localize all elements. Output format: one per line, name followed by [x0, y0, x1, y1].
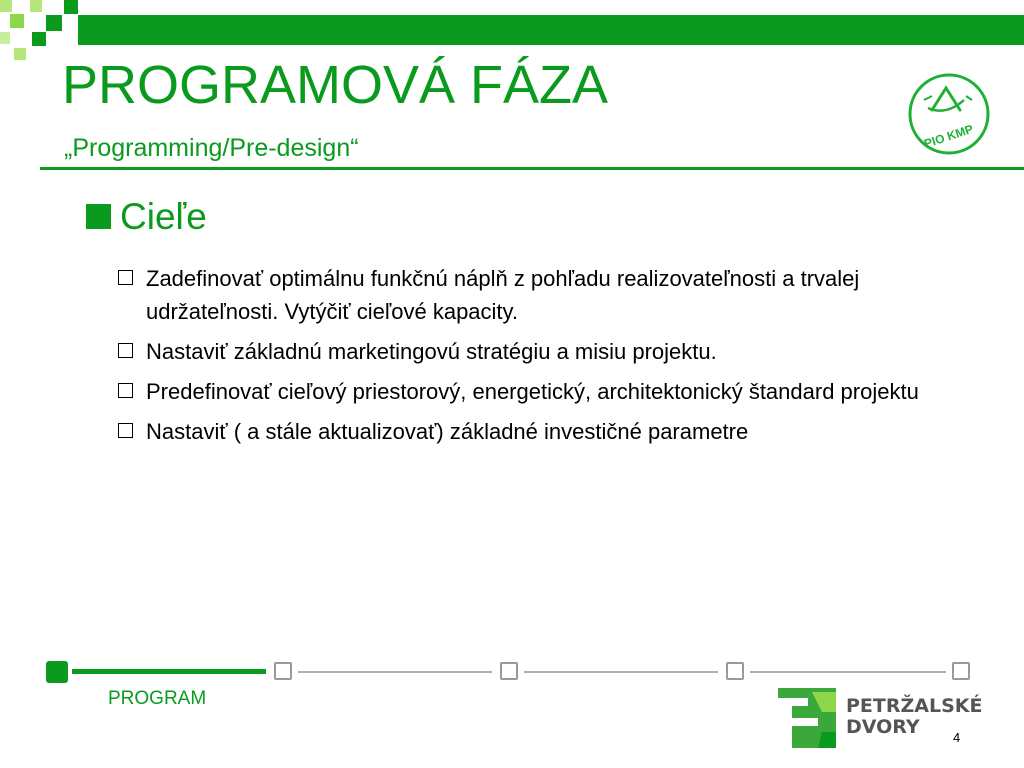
brand-name-line1: PETRŽALSKÉ: [846, 695, 983, 717]
corner-square-green: [32, 32, 46, 46]
goals-list: [116, 262, 996, 455]
brand-mark-icon: [778, 688, 836, 748]
timeline-node: [952, 662, 970, 680]
list-item: [116, 335, 996, 368]
slide-subtitle: „Programming/Pre-design“: [64, 134, 359, 162]
slide-title: PROGRAMOVÁ FÁZA: [62, 55, 609, 115]
list-item-text: Nastaviť základnú marketingovú stratégiu a misiu projektu.: [146, 339, 717, 364]
list-item-text: Predefinovať cieľový priestorový, energetický, architektonický štandard projektu: [146, 379, 919, 404]
checkbox-bullet-icon: [118, 343, 133, 358]
timeline-node: [500, 662, 518, 680]
timeline-node: [274, 662, 292, 680]
checkbox-bullet-icon: [118, 423, 133, 438]
petrzalske-dvory-logo: [778, 688, 982, 748]
timeline-connector: [524, 671, 718, 673]
checkbox-bullet-icon: [118, 270, 133, 285]
phase-timeline: [0, 652, 1024, 692]
pio-kmp-logo: [902, 70, 998, 156]
corner-square-light: [10, 14, 24, 28]
list-item-text: Zadefinovať optimálnu funkčnú náplň z pohľadu realizovateľnosti a trvalej udržateľnosti. Vytýčiť cieľové kapacity.: [146, 266, 860, 324]
timeline-connector: [298, 671, 492, 673]
corner-square-light: [14, 48, 26, 60]
page-number: 4: [953, 730, 961, 745]
brand-name-line2: DVORY: [846, 715, 920, 738]
header-bar: [78, 15, 1024, 45]
list-item-text: Nastaviť ( a stále aktualizovať) základné investičné parametre: [146, 419, 749, 444]
list-item: [116, 375, 996, 408]
corner-square-green: [64, 0, 78, 14]
timeline-connector: [750, 671, 946, 673]
corner-square-green: [46, 15, 62, 31]
timeline-progress-line: [72, 669, 266, 674]
list-item: [116, 415, 996, 448]
timeline-node: [726, 662, 744, 680]
corner-square-light: [0, 0, 12, 12]
pio-kmp-logo-text: PIO KMP: [922, 121, 975, 151]
title-divider: [40, 167, 1024, 170]
heading-bullet-icon: [86, 204, 111, 229]
timeline-node-active: [46, 661, 68, 683]
corner-square-light: [0, 32, 10, 44]
list-item: [116, 262, 996, 328]
checkbox-bullet-icon: [118, 383, 133, 398]
section-heading-text: Cieľe: [120, 196, 207, 237]
corner-square-light: [30, 0, 42, 12]
section-label: PROGRAM: [108, 688, 207, 709]
section-heading: [86, 198, 207, 235]
